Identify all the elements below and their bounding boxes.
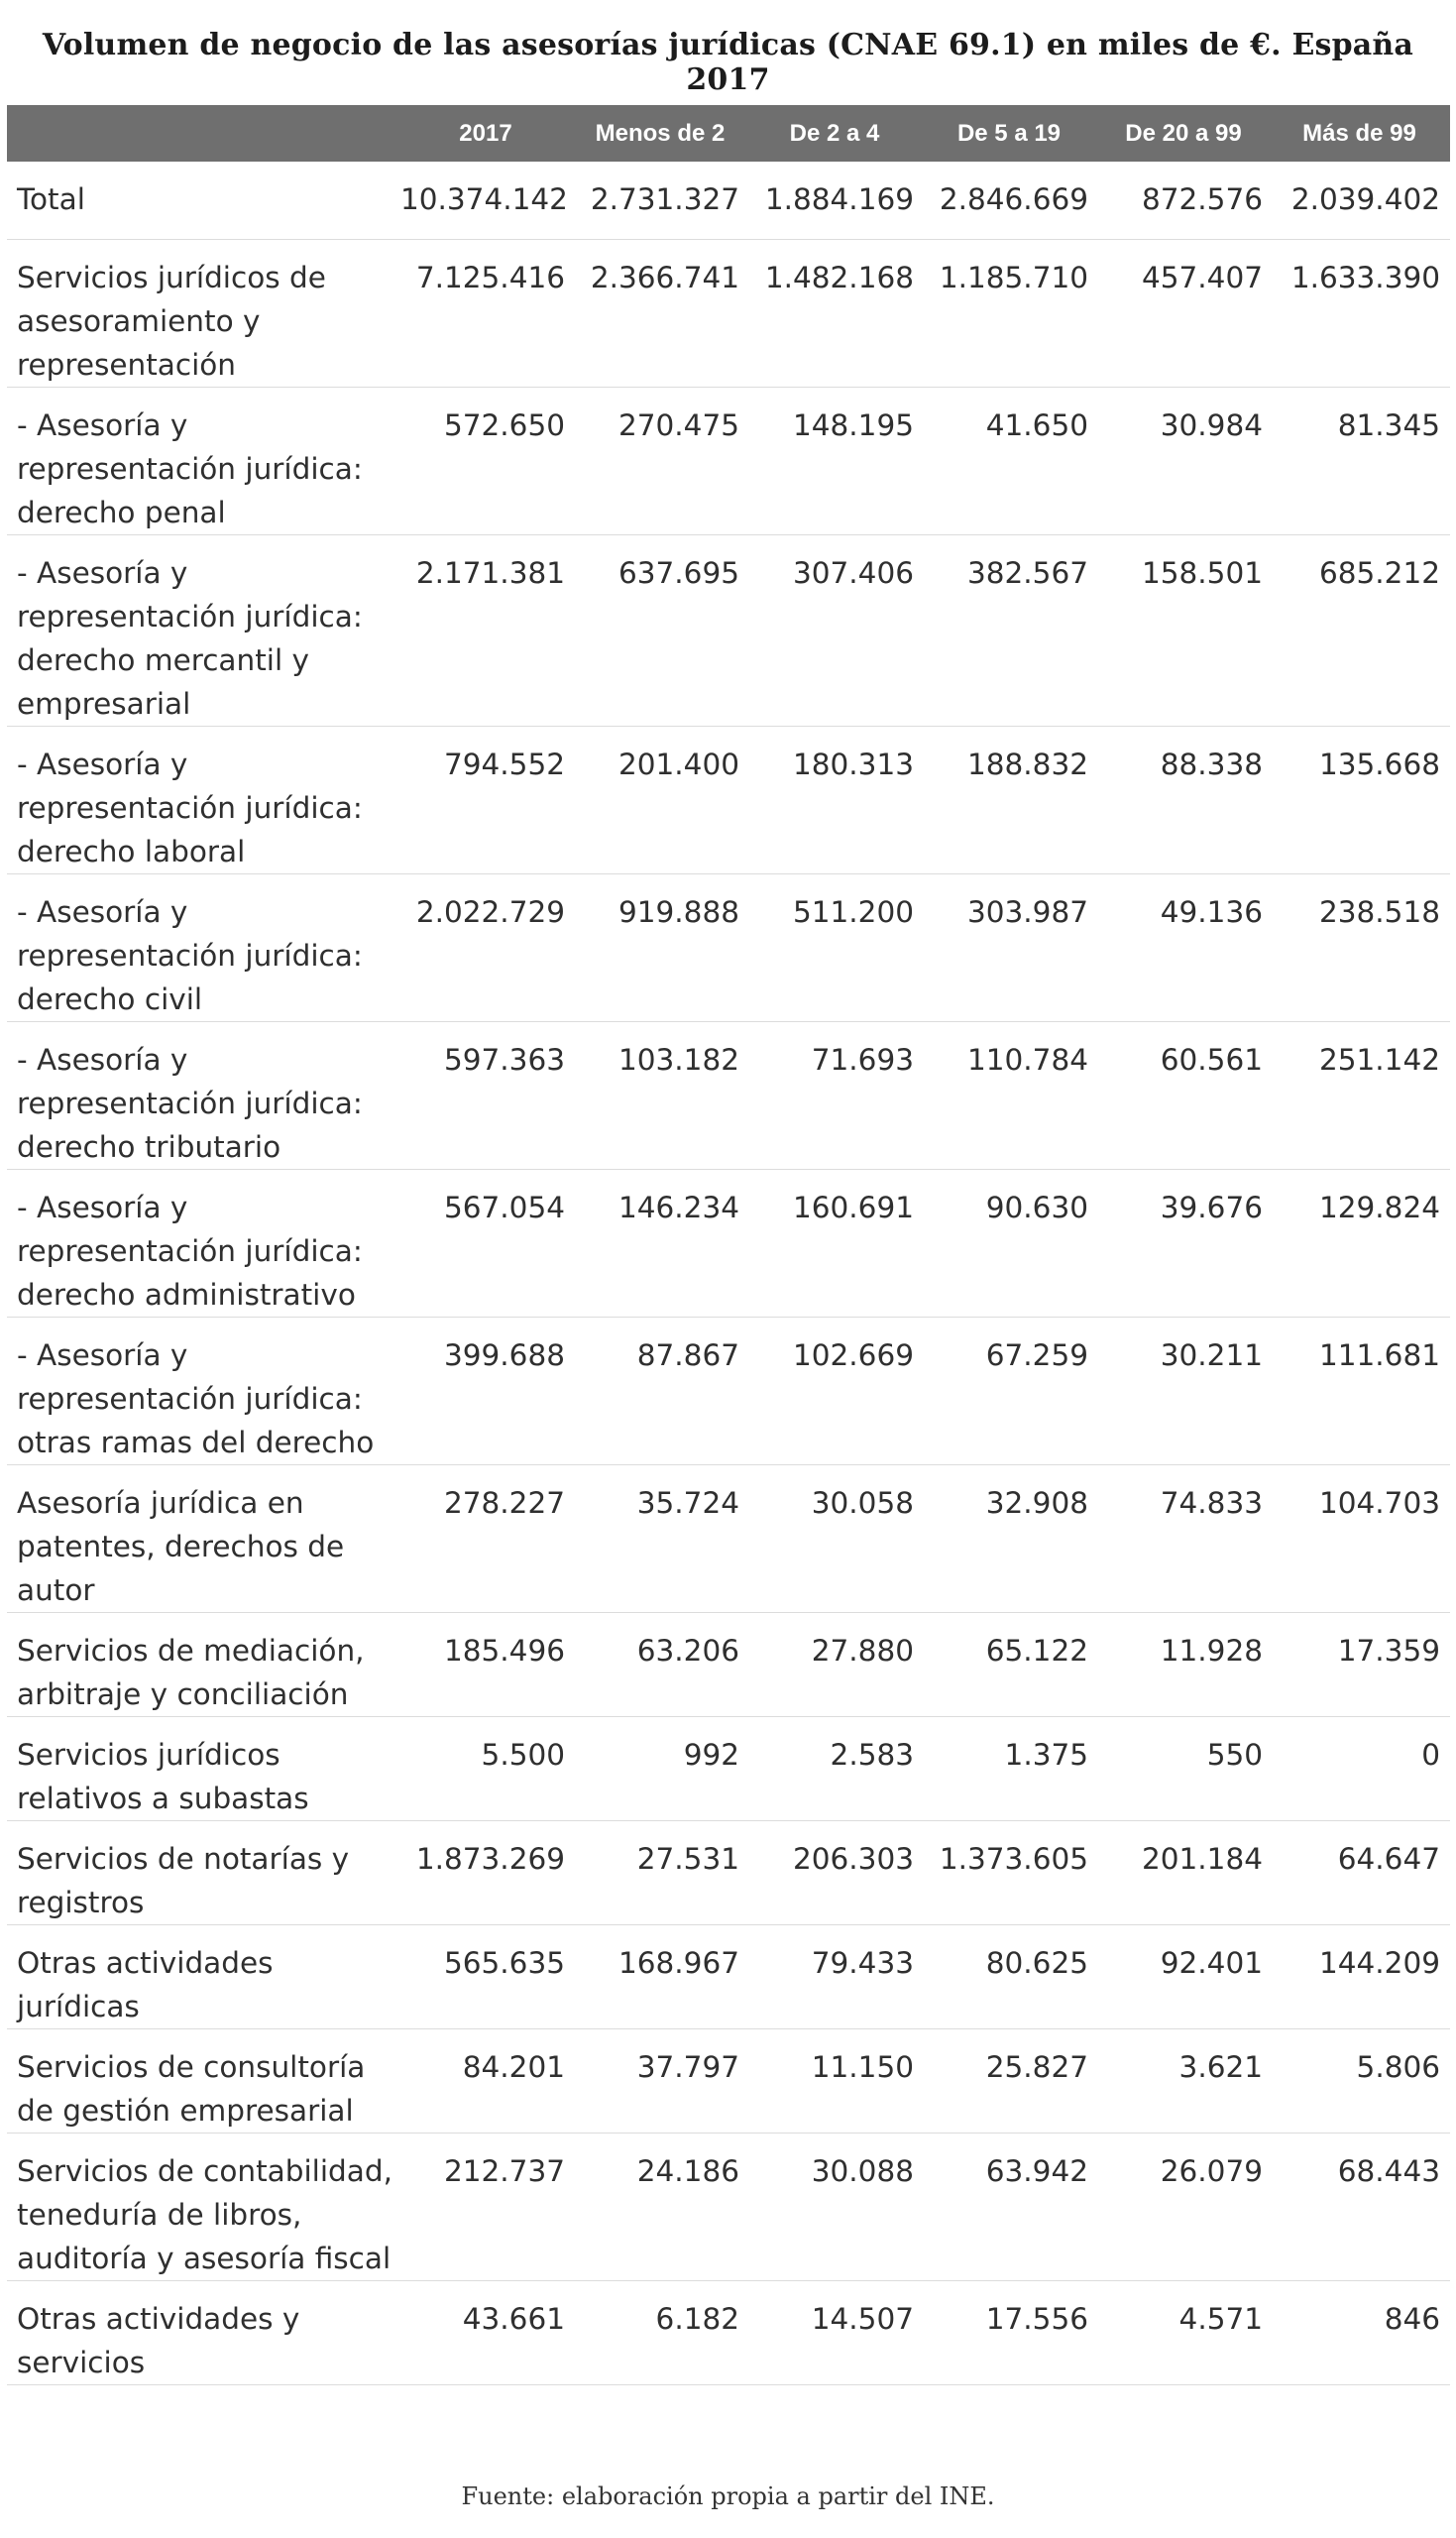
table-cell: 144.209	[1273, 1924, 1450, 2028]
table-cell: 11.150	[749, 2028, 924, 2133]
table-cell: 550	[1098, 1716, 1273, 1820]
column-header: Más de 99	[1273, 105, 1450, 162]
table-cell: 14.507	[749, 2280, 924, 2384]
table-cell: 158.501	[1098, 534, 1273, 726]
table-cell: 872.576	[1098, 162, 1273, 239]
table-cell: 201.400	[575, 726, 749, 873]
row-label: Servicios de contabilidad, teneduría de libros, auditoría y asesoría fiscal	[7, 2133, 400, 2280]
table-cell: 1.884.169	[749, 162, 924, 239]
table-cell: 11.928	[1098, 1612, 1273, 1716]
table-cell: 104.703	[1273, 1464, 1450, 1612]
table-cell: 307.406	[749, 534, 924, 726]
table-cell: 17.359	[1273, 1612, 1450, 1716]
table-cell: 2.171.381	[400, 534, 575, 726]
table-cell: 794.552	[400, 726, 575, 873]
table-row	[7, 1169, 1450, 1317]
table-cell: 10.374.142	[400, 162, 575, 239]
table-cell: 41.650	[924, 387, 1098, 534]
table-cell: 30.984	[1098, 387, 1273, 534]
table-cell: 1.633.390	[1273, 239, 1450, 387]
table-cell: 60.561	[1098, 1021, 1273, 1169]
table-cell: 43.661	[400, 2280, 575, 2384]
table-cell: 6.182	[575, 2280, 749, 2384]
table-cell: 27.531	[575, 1820, 749, 1924]
table-cell: 67.259	[924, 1317, 1098, 1464]
table-cell: 111.681	[1273, 1317, 1450, 1464]
column-header: De 20 a 99	[1098, 105, 1273, 162]
table-cell: 1.873.269	[400, 1820, 575, 1924]
table-cell: 4.571	[1098, 2280, 1273, 2384]
table-cell: 1.373.605	[924, 1820, 1098, 1924]
table-cell: 168.967	[575, 1924, 749, 2028]
table-cell: 565.635	[400, 1924, 575, 2028]
table-cell: 26.079	[1098, 2133, 1273, 2280]
row-label: Otras actividades y servicios	[7, 2280, 400, 2384]
column-header: De 5 a 19	[924, 105, 1098, 162]
table-cell: 251.142	[1273, 1021, 1450, 1169]
table-cell: 185.496	[400, 1612, 575, 1716]
table-cell: 87.867	[575, 1317, 749, 1464]
row-label: - Asesoría y representación jurídica: derecho penal	[7, 387, 400, 534]
table-cell: 129.824	[1273, 1169, 1450, 1317]
data-table	[7, 105, 1450, 2385]
table-cell: 2.366.741	[575, 239, 749, 387]
source-note: Fuente: elaboración propia a partir del INE.	[461, 2482, 995, 2510]
table-cell: 65.122	[924, 1612, 1098, 1716]
row-label: - Asesoría y representación jurídica: derecho civil	[7, 873, 400, 1021]
table-cell: 5.500	[400, 1716, 575, 1820]
table-row	[7, 1021, 1450, 1169]
table-cell: 146.234	[575, 1169, 749, 1317]
row-label: - Asesoría y representación jurídica: derecho tributario	[7, 1021, 400, 1169]
table-cell: 992	[575, 1716, 749, 1820]
table-cell: 71.693	[749, 1021, 924, 1169]
table-cell: 68.443	[1273, 2133, 1450, 2280]
table-cell: 270.475	[575, 387, 749, 534]
table-cell: 90.630	[924, 1169, 1098, 1317]
table-cell: 102.669	[749, 1317, 924, 1464]
table-cell: 597.363	[400, 1021, 575, 1169]
row-label: - Asesoría y representación jurídica: derecho mercantil y empresarial	[7, 534, 400, 726]
table-cell: 63.942	[924, 2133, 1098, 2280]
table-cell: 1.482.168	[749, 239, 924, 387]
column-header: 2017	[400, 105, 575, 162]
table-cell: 103.182	[575, 1021, 749, 1169]
table-cell: 25.827	[924, 2028, 1098, 2133]
chart-title: Volumen de negocio de las asesorías jurídicas (CNAE 69.1) en miles de €. España 2017	[42, 28, 1414, 97]
column-header: Menos de 2	[575, 105, 749, 162]
row-label: - Asesoría y representación jurídica: otras ramas del derecho	[7, 1317, 400, 1464]
table-cell: 212.737	[400, 2133, 575, 2280]
row-label: Servicios jurídicos relativos a subastas	[7, 1716, 400, 1820]
table-cell: 572.650	[400, 387, 575, 534]
table-row	[7, 1716, 1450, 1820]
table-cell: 2.583	[749, 1716, 924, 1820]
row-label: Servicios jurídicos de asesoramiento y representación	[7, 239, 400, 387]
table-cell: 49.136	[1098, 873, 1273, 1021]
table-row	[7, 1464, 1450, 1612]
table-row	[7, 239, 1450, 387]
table-cell: 238.518	[1273, 873, 1450, 1021]
row-label: Otras actividades jurídicas	[7, 1924, 400, 2028]
table-cell: 685.212	[1273, 534, 1450, 726]
column-header-label	[7, 105, 400, 162]
row-label: - Asesoría y representación jurídica: derecho administrativo	[7, 1169, 400, 1317]
table-row	[7, 162, 1450, 239]
table-cell: 3.621	[1098, 2028, 1273, 2133]
table-cell: 39.676	[1098, 1169, 1273, 1317]
table-row	[7, 387, 1450, 534]
table-row	[7, 1612, 1450, 1716]
table-cell: 7.125.416	[400, 239, 575, 387]
table-cell: 180.313	[749, 726, 924, 873]
table-cell: 846	[1273, 2280, 1450, 2384]
table-cell: 382.567	[924, 534, 1098, 726]
table-row	[7, 534, 1450, 726]
table-cell: 0	[1273, 1716, 1450, 1820]
table-row	[7, 726, 1450, 873]
table-cell: 2.039.402	[1273, 162, 1450, 239]
table-cell: 64.647	[1273, 1820, 1450, 1924]
table-cell: 511.200	[749, 873, 924, 1021]
table-cell: 30.088	[749, 2133, 924, 2280]
table-row	[7, 2133, 1450, 2280]
table-cell: 399.688	[400, 1317, 575, 1464]
row-label: Asesoría jurídica en patentes, derechos de autor	[7, 1464, 400, 1612]
table-cell: 17.556	[924, 2280, 1098, 2384]
table-cell: 1.185.710	[924, 239, 1098, 387]
table-cell: 74.833	[1098, 1464, 1273, 1612]
table-cell: 2.846.669	[924, 162, 1098, 239]
table-cell: 30.058	[749, 1464, 924, 1612]
table-cell: 30.211	[1098, 1317, 1273, 1464]
table-cell: 92.401	[1098, 1924, 1273, 2028]
table-cell: 567.054	[400, 1169, 575, 1317]
table-cell: 278.227	[400, 1464, 575, 1612]
table-cell: 1.375	[924, 1716, 1098, 1820]
table-row	[7, 2280, 1450, 2384]
table-cell: 32.908	[924, 1464, 1098, 1612]
table-row	[7, 1317, 1450, 1464]
table-cell: 303.987	[924, 873, 1098, 1021]
table-cell: 206.303	[749, 1820, 924, 1924]
table-row	[7, 2028, 1450, 2133]
table-cell: 2.022.729	[400, 873, 575, 1021]
table-cell: 27.880	[749, 1612, 924, 1716]
table-cell: 201.184	[1098, 1820, 1273, 1924]
table-cell: 919.888	[575, 873, 749, 1021]
table-cell: 80.625	[924, 1924, 1098, 2028]
table-cell: 2.731.327	[575, 162, 749, 239]
table-cell: 24.186	[575, 2133, 749, 2280]
header-row	[7, 105, 1450, 162]
table-cell: 81.345	[1273, 387, 1450, 534]
table-cell: 37.797	[575, 2028, 749, 2133]
table-cell: 84.201	[400, 2028, 575, 2133]
table-cell: 63.206	[575, 1612, 749, 1716]
column-header: De 2 a 4	[749, 105, 924, 162]
table-cell: 457.407	[1098, 239, 1273, 387]
table-cell: 88.338	[1098, 726, 1273, 873]
table-cell: 148.195	[749, 387, 924, 534]
row-label: Total	[7, 162, 400, 239]
table-cell: 637.695	[575, 534, 749, 726]
row-label: Servicios de notarías y registros	[7, 1820, 400, 1924]
table-row	[7, 1924, 1450, 2028]
row-label: - Asesoría y representación jurídica: derecho laboral	[7, 726, 400, 873]
table-cell: 79.433	[749, 1924, 924, 2028]
table-cell: 160.691	[749, 1169, 924, 1317]
table-cell: 5.806	[1273, 2028, 1450, 2133]
row-label: Servicios de consultoría de gestión empresarial	[7, 2028, 400, 2133]
table-cell: 110.784	[924, 1021, 1098, 1169]
table-cell: 135.668	[1273, 726, 1450, 873]
table-cell: 188.832	[924, 726, 1098, 873]
table-row	[7, 1820, 1450, 1924]
row-label: Servicios de mediación, arbitraje y conciliación	[7, 1612, 400, 1716]
table-body	[7, 162, 1450, 2384]
table-cell: 35.724	[575, 1464, 749, 1612]
table-row	[7, 873, 1450, 1021]
